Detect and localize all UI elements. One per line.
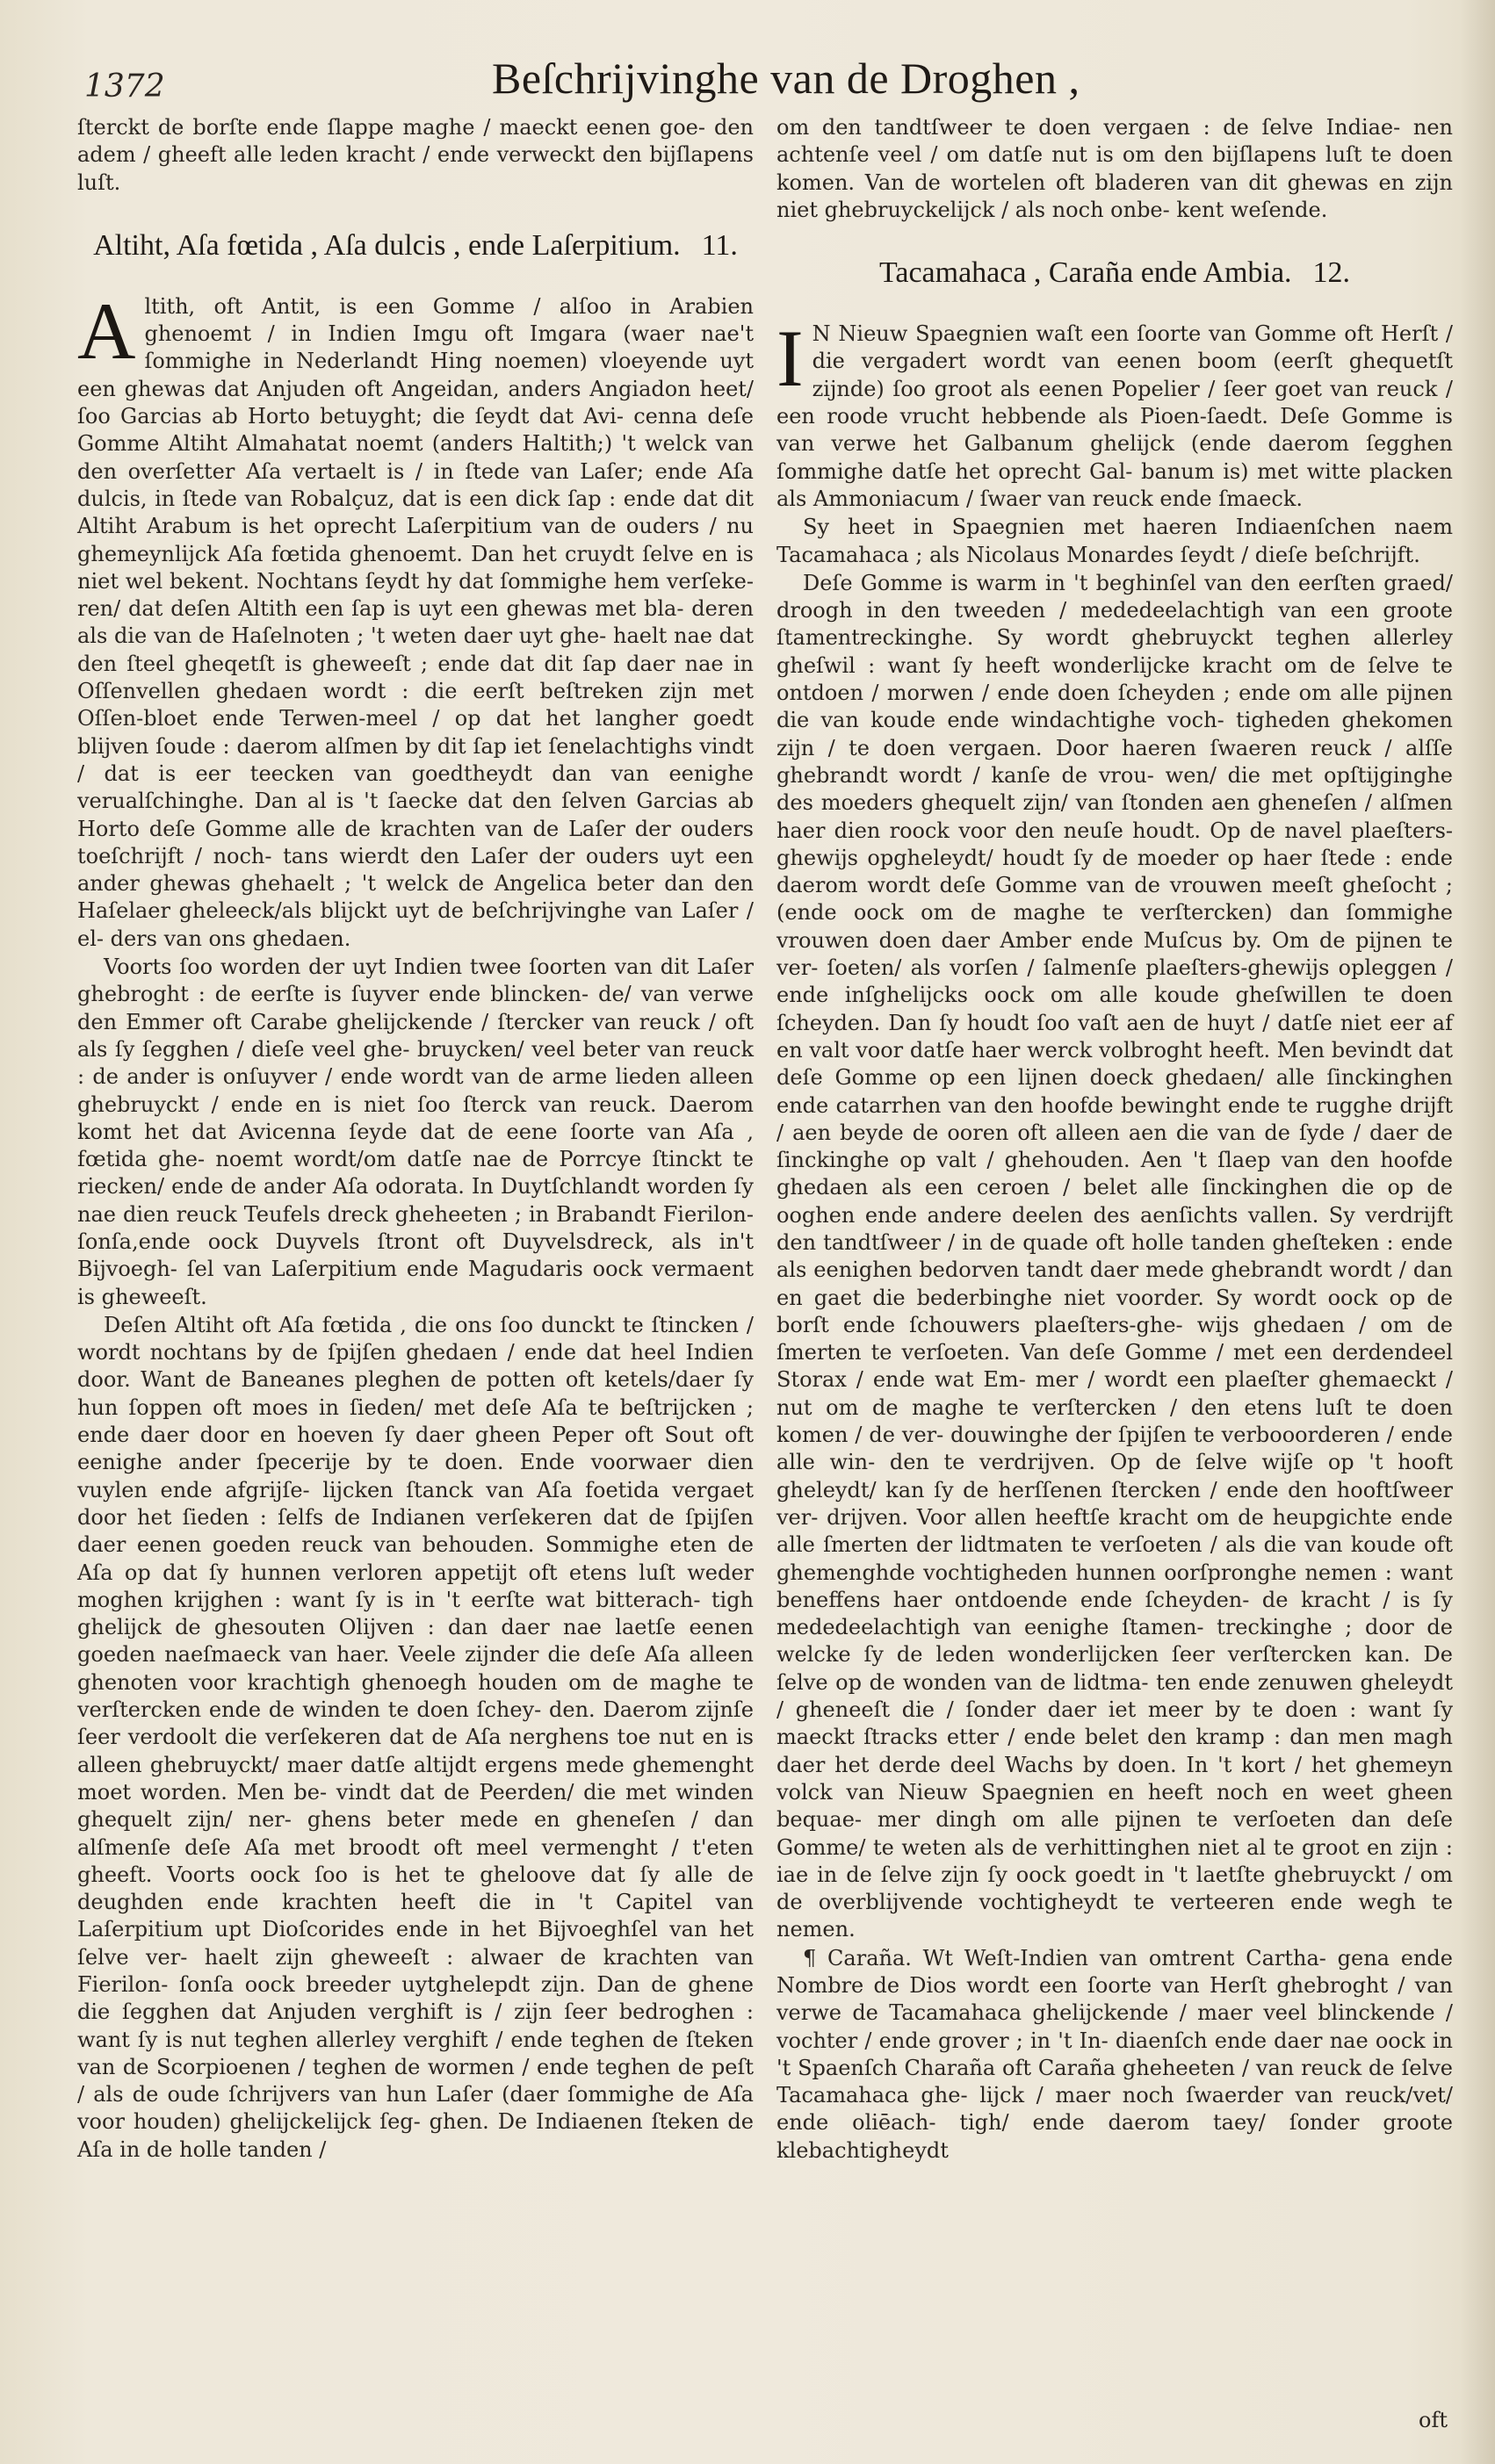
- right-paragraph-1-text: N Nieuw Spaegnien waſt een ſoorte van Gomme oft Herſt / die vergadert wordt van eenen boom (eerſt ghequetſt zijnde) ſoo groot als eenen Popelier / ſeer goet van reuck / een roode vrucht hebbende als Pioen-ſaedt. Deſe Gomme is van verwe het Galbanum ghelijck (ende daerom ſegghen ſommighe datſe het oprecht Gal- banum is) met witte placken als Ammoniacum / ſwaer van reuck ende ſmaeck.: [776, 321, 1453, 511]
- section-title-11: [77, 227, 754, 265]
- catchword: oft: [1419, 2408, 1448, 2432]
- left-paragraph-3: Deſen Altiht oft Aſa fœtida , die ons ſoo dunckt te ſtincken / wordt nochtans by de ſpijſen ghedaen / ende dat heel Indien door. Want de Baneanes pleghen de potten oft ketels/daer ſy hun ſoppen oft moes in ſieden/ met deſe Aſa te beſtrijcken ; ende daer door en hoeven ſy daer gheen Peper oft Sout oft eenighe ander ſpecerije by te doen. Ende voorwaer dien vuylen ende afgrijſe- lijcken ſtanck van Aſa foetida vergaet door het ſieden : ſelfs de Indianen verſekeren dat de ſpijſen daer eenen goeden reuck van behouden. Sommighe eten de Aſa op dat ſy hunnen verloren appetijt oft etens luſt weder moghen krijghen : want ſy is in 't eerſte wat bitterach- tigh ghelijck de ghesouten Olijven : dan daer nae laetſe eenen goeden naeſmaeck van haer. Veele zijnder die deſe Aſa alleen ghenoten voor krachtigh ghenoegh houden om de maghe te verſtercken ende de winden te doen ſchey- den. Daerom zijnſe ſeer verdoolt die verſekeren dat de Aſa nerghens toe nut en is alleen ghebruyckt/ maer datſe altijdt ergens mede ghemenght moet worden. Men be- vindt dat de Peerden/ die met winden ghequelt zijn/ ner- ghens beter mede en gheneſen / dan alſmenſe deſe Aſa met broodt oft meel vermenght / t'eten gheeft. Voorts oock ſoo is het te gheloove dat ſy alle de deughden ende krachten heeft die in 't Capitel van Laſerpitium upt Dioſcorides ende in het Bijvoeghſel van het ſelve ver- haelt zijn gheweeſt : alwaer de krachten van Fierilon- ſonſa oock breeder uytghelepdt zijn. Dan de ghene die ſegghen dat Anjuden verghift is / zijn ſeer bedroghen : want ſy is nut teghen allerley verghift / ende teghen de ſteken van de Scorpioenen / teghen de wormen / ende teghen de peſt / als de oude ſchrijvers van hun Laſer (daer ſommighe de Aſa voor houden) ghelijckelijck ſeg- ghen. De Indiaenen ſteken de Aſa in de holle tanden /: [77, 1312, 754, 2162]
- right-paragraph-1: [776, 313, 1453, 513]
- left-column: [77, 114, 754, 2165]
- right-intro-text: om den tandtſweer te doen vergaen : de ſelve Indiae- nen achtenſe veel / om datſe nut is om den bijſlapens luſt te doen komen. Van de wortelen oft bladeren van dit ghewas en zijn niet ghebruyckelijck / als noch onbe- kent weſende.: [776, 115, 1453, 222]
- left-paragraph-2: Voorts ſoo worden der uyt Indien twee ſoorten van dit Laſer ghebroght : de eerſte is ſuyver ende blincken- de/ van verwe den Emmer oft Carabe ghelijckende / ſtercker van reuck / oft als ſy ſegghen / dieſe veel ghe- bruycken/ veel beter van reuck : de ander is onſuyver / ende wordt van de arme lieden alleen ghebruyckt / ende en is niet ſoo ſterck van reuck. Daerom komt het dat Avicenna ſeyde dat de eene ſoorte van Aſa , fœtida ghe- noemt wordt/om datſe nae de Porrcye ſtinckt te riecken/ ende de ander Aſa odorata. In Duytſchlandt worden ſy nae dien reuck Teufels dreck gheheeten ; in Brabandt Fierilon- ſonſa,ende oock Duyvels ſtront oft Duyvelsdreck, als in't Bijvoegh- ſel van Laſerpitium ende Magudaris oock vermaent is gheweeſt.: [77, 955, 754, 1309]
- section-title-11-text: Altiht, Aſa fœtida , Aſa dulcis , ende Laſerpitium.: [93, 228, 681, 262]
- dropcap-a: A: [77, 285, 136, 376]
- running-title: Beſchrijvinghe van de Droghen ,: [492, 54, 1080, 103]
- left-intro-text: ſterckt de borſte ende ſlappe maghe / maeckt eenen goe- den adem / gheeft alle leden kracht / ende verweckt den bijſlapens luſt.: [77, 115, 754, 195]
- right-column: [776, 114, 1453, 2165]
- page-header: [79, 46, 1449, 107]
- section-number-11: 11.: [701, 228, 738, 262]
- section-number-12: 12.: [1312, 256, 1351, 290]
- left-paragraph-1: [77, 285, 754, 953]
- page-edge-shadow: [1460, 0, 1495, 2464]
- dropcap-i: I: [776, 313, 804, 404]
- section-title-12: [776, 254, 1453, 292]
- section-title-12-text: Tacamahaca , Caraña ende Ambia.: [878, 256, 1292, 290]
- left-paragraph-1-text: ltith, oft Antit, is een Gomme / alſoo in Arabien ghenoemt / in Indien Imgu oft Imgara (waer nae't ſommighe in Nederlandt Hing noemen) vloeyende uyt een ghewas dat Anjuden oft Angeidan, anders Angiadon heet/ ſoo Garcias ab Horto betuyght; die ſeydt dat Avi- cenna deſe Gomme Altiht Almahatat noemt (anders Haltith;) 't welck van den overſetter Aſa vertaelt is / in ſtede van Laſer; ende Aſa dulcis, in ſtede van Robalçuz, dat is een dick ſap : ende dat dit Altiht Arabum is het oprecht Laſerpitium van de ouders / nu ghemeynlijck Aſa fœtida ghenoemt. Dan het cruydt ſelve en is niet wel bekent. Nochtans ſeydt hy dat ſommighe hem verſeke- ren/ dat deſen Altith een ſap is uyt een ghewas met bla- deren als die van de Haſelnoten ; 't weten daer uyt ghe- haelt nae dat den ſteel gheqetſt is gheweeſt ; ende dat dit ſap daer nae in Oſſenvellen ghedaen wordt : die eerſt beſtreken zijn met Oſſen-bloet ende Terwen-meel / op dat het langher goedt blijven ſoude : daerom alſmen by dit ſap iet ſenelachtighs vindt / dat is eer teecken van goedtheydt dan van eenighe verualſchinghe. Dan al is 't ſaecke dat den ſelven Garcias ab Horto deſe Gomme alle de krachten van de Laſer der ouders toeſchrijft / noch- tans wierdt den Laſer der ouders uyt een ander ghewas ghehaelt ; 't welck de Angelica beter dan den Haſelaer gheleeck/als blijckt uyt de beſchrijvinghe van Laſer / el- ders van ons ghedaen.: [77, 293, 754, 951]
- page-number: 1372: [84, 68, 165, 104]
- right-paragraph-2: Sy heet in Spaegnien met haeren Indiaenſchen naem Tacamahaca ; als Nicolaus Monardes ſeydt / dieſe beſchrijft.: [776, 515, 1453, 567]
- right-paragraph-3: Deſe Gomme is warm in 't beghinſel van den eerſten graed/ droogh in den tweeden / mededeelachtigh van een groote ſtamentreckinghe. Sy wordt ghebruyckt teghen allerley gheſwil : want ſy heeft wonderlijcke kracht om de ſelve te ontdoen / morwen / ende doen ſcheyden ; ende om alle pijnen die van koude ende windachtighe voch- tigheden ghekomen zijn / te doen vergaen. Door haeren ſwaeren reuck / alſſe ghebrandt wordt / kanſe de vrou- wen/ die met opſtijginghe des moeders ghequelt zijn/ van ſtonden aen gheneſen / alſmen haer dien roock voor den neuſe houdt. Op de navel plaeſters-ghewijs opgheleydt/ houdt ſy de moeder op haer ſtede : ende daerom wordt deſe Gomme van de vrouwen meeſt gheſocht ; (ende oock om de maghe te verſtercken) dan ſommighe vrouwen doen daer Amber ende Muſcus by. Om de pijnen te ver- ſoeten/ als vorſen / ſalmenſe plaeſters-ghewijs opleggen / ende inſghelijcks oock om alle koude gheſwillen te doen ſcheyden. Dan ſy houdt ſoo vaſt aen de huyt / datſe niet eer af en valt voor datſe haer werck volbroght heeft. Men bevindt dat deſe Gomme op een lijnen doeck ghedaen/ alle ſinckinghen ende catarrhen van den hoofde bewinght ende te rugghe drijft / aen beyde de ooren oft alleen aen die van de ſyde / daer de ſinckinghe op valt / ghehouden. Aen 't ſlaep van den hoofde ghedaen als een ceroen / belet alle ſinckinghen die op de ooghen ende andere deelen des aenſichts vallen. Sy verdrijft den tandtſweer / in de quade oft holle tanden gheſteken : ende als eenighen bedorven tandt daer mede ghebrandt wordt / dan en gaet die bederbinghe niet voorder. Sy wordt oock op de borſt ende ſchouwers plaeſters-ghe- wijs ghedaen / om de ſmerten te verſoeten. Van deſe Gomme / met een derdendeel Storax / ende wat Em- mer / wordt een plaeſter ghemaeckt / nut om de maghe te verſtercken / den etens luſt te doen komen / de ver- douwinghe der ſpijſen te verbooorderen / ende alle win- den te verdrijven. Op de ſelve wijſe op 't hooft gheleydt/ kan ſy de herſſenen ſtercken / ende den hooftſweer ver- drijven. Voor allen heeftſe kracht om de heupgichte ende alle ſmerten der lidtmaten te verſoeten / als die van koude oft ghemenghde vochtigheden hunnen oorſpronghe nemen : want beneffens haer ontdoende ende ſcheyden- de kracht / is ſy mededeelachtigh van eenighe ſtamen- treckinghe ; door de welcke ſy de leden wonderlijcken ſeer verſtercken kan. De ſelve op de wonden van de lidtma- ten ende zenuwen gheleydt / gheneeſt die / ſonder daer iet meer by te doen : want ſy maeckt ſtracks etter / ende belet den kramp : dan men magh daer het derde deel Wachs by doen. In 't kort / het ghemeyn volck van Nieuw Spaegnien en heeft noch en weet gheen bequae- mer dingh om alle pijnen te verſoeten dan deſe Gomme/ te weten als de verhittinghen niet al te groot en zijn : iae in de ſelve zijn ſy oock goedt in 't laetſte ghebruyckt / om de overblijvende vochtigheydt te verteeren ende wegh te nemen.: [776, 570, 1453, 1942]
- right-paragraph-4: ¶ Caraña. Wt Weſt-Indien van omtrent Cartha- gena ende Nombre de Dios wordt een ſoorte van Herſt ghebroght / van verwe de Tacamahaca ghelijckende / maer veel blinckende / vochter / ende grover ; in 't In- diaenſch ende daer nae oock in 't Spaenſch Charaña oft Caraña gheheeten / van reuck de ſelve Tacamahaca ghe- lijck / maer noch ſwaerder van reuck/vet/ ende oliēach- tigh/ ende daerom taey/ ſonder groote klebachtigheydt: [776, 1945, 1453, 2163]
